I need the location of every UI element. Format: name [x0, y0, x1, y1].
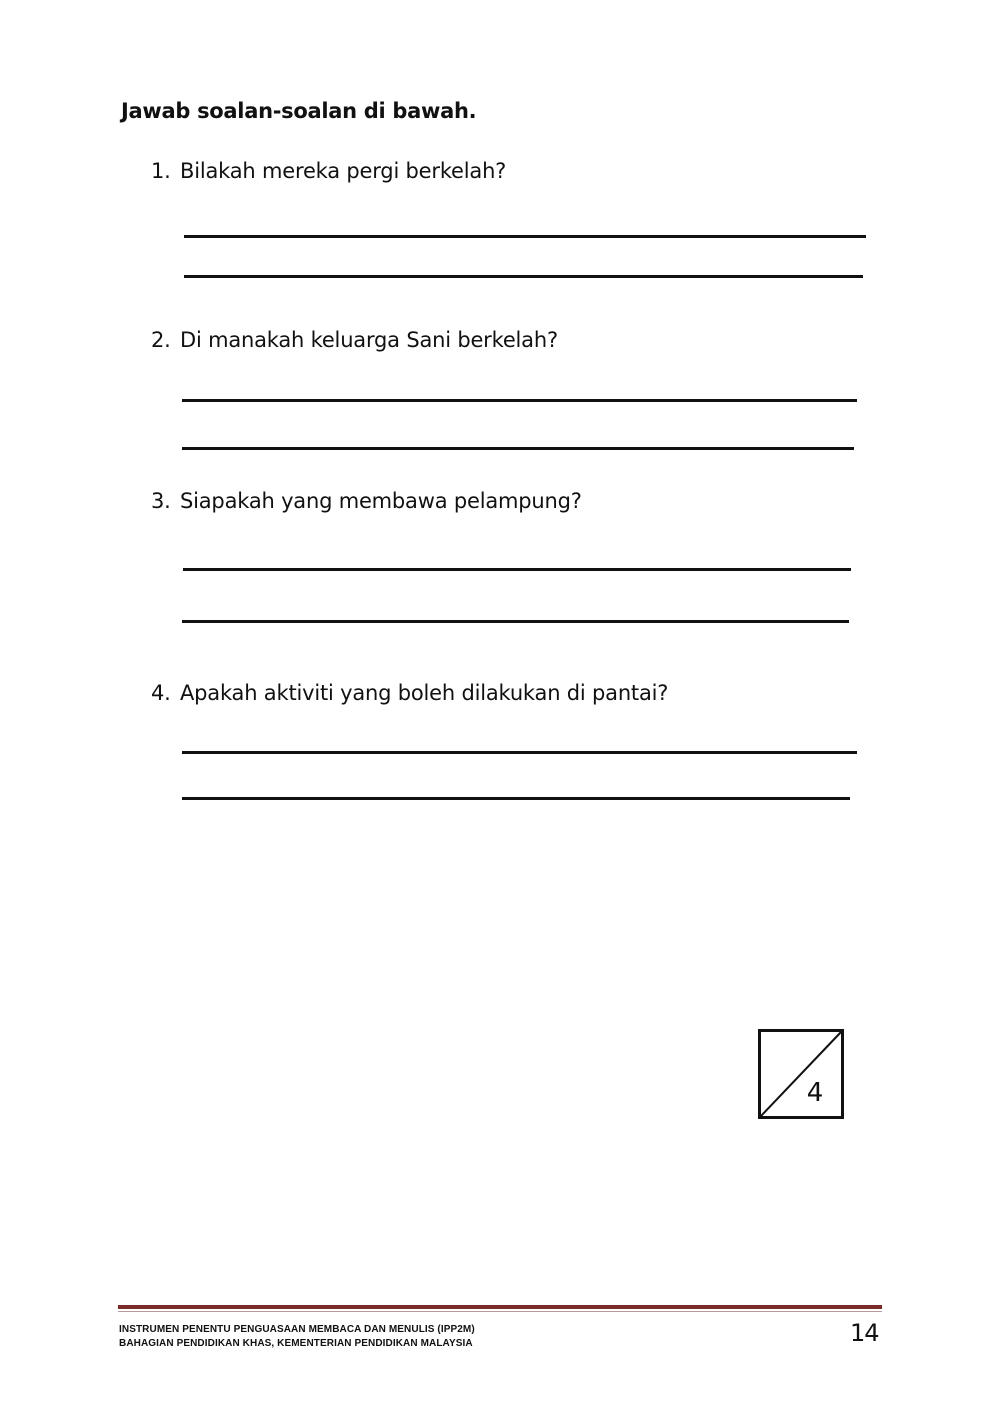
answer-line-3b[interactable]	[182, 620, 849, 623]
answer-line-1a[interactable]	[184, 235, 866, 238]
question-4	[151, 679, 668, 707]
answer-line-2a[interactable]	[182, 399, 857, 402]
page-number: 14	[850, 1319, 879, 1347]
instruction-heading: Jawab soalan-soalan di bawah.	[121, 99, 477, 123]
question-text: Bilakah mereka pergi berkelah?	[180, 159, 507, 183]
question-text: Di manakah keluarga Sani berkelah?	[180, 328, 558, 352]
question-number: 1.	[151, 159, 171, 183]
answer-line-3a[interactable]	[183, 568, 851, 571]
question-text: Apakah aktiviti yang boleh dilakukan di pantai?	[180, 681, 669, 705]
score-box	[758, 1029, 844, 1119]
footer-rule	[118, 1305, 882, 1309]
question-3	[151, 487, 582, 515]
footer-rule-thin	[118, 1311, 882, 1312]
answer-line-2b[interactable]	[182, 447, 854, 450]
answer-line-1b[interactable]	[184, 275, 863, 278]
question-number: 2.	[151, 328, 171, 352]
question-1	[151, 157, 506, 185]
answer-line-4b[interactable]	[182, 797, 850, 800]
score-box-frame	[758, 1029, 844, 1119]
score-total: 4	[806, 1078, 824, 1108]
footer-line-2: BAHAGIAN PENDIDIKAN KHAS, KEMENTERIAN PENDIDIKAN MALAYSIA	[119, 1338, 473, 1349]
footer-line-1: INSTRUMEN PENENTU PENGUASAAN MEMBACA DAN MENULIS (IPP2M)	[119, 1324, 475, 1335]
question-2	[151, 326, 558, 354]
question-text: Siapakah yang membawa pelampung?	[180, 489, 582, 513]
question-number: 4.	[151, 681, 171, 705]
question-number: 3.	[151, 489, 171, 513]
answer-line-4a[interactable]	[182, 751, 857, 754]
